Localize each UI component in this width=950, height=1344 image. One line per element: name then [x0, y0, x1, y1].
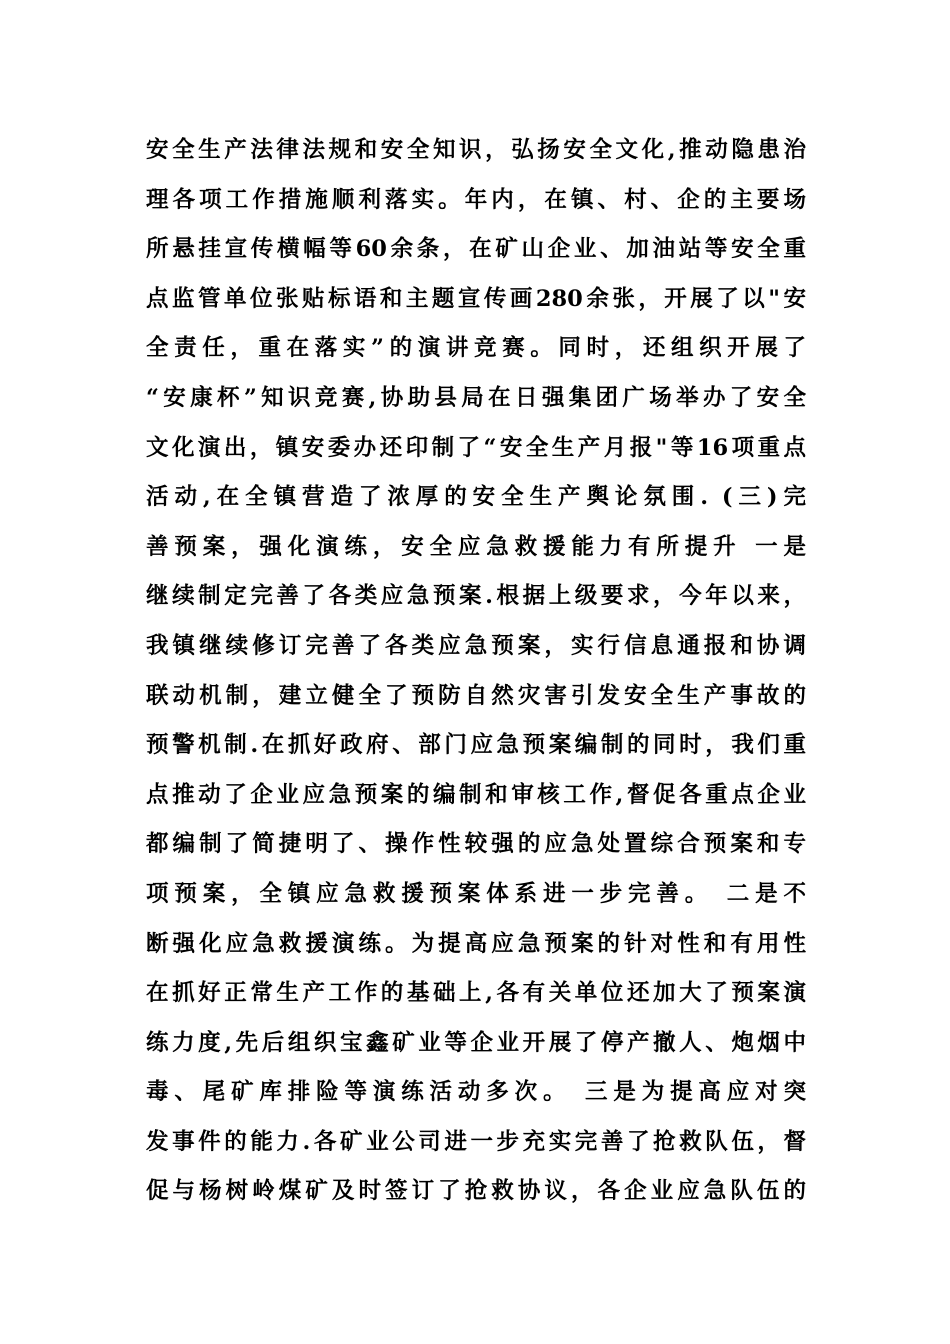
text-line: 理各项工作措施顺利落实。年内，在镇、村、企的主要场 — [146, 186, 806, 213]
text-line: 安全生产法律法规和安全知识，弘扬安全文化,推动隐患治 — [146, 137, 806, 163]
text-line: 联动机制，建立健全了预防自然灾害引发安全生产事故的 — [146, 682, 806, 709]
text-line: 促与杨树岭煤矿及时签订了抢救协议，各企业应急队伍的 — [146, 1178, 806, 1205]
text-line: 预警机制.在抓好政府、部门应急预案编制的同时，我们重 — [146, 732, 806, 759]
text-line: 在抓好正常生产工作的基础上,各有关单位还加大了预案演 — [146, 980, 806, 1007]
text-line: 我镇继续修订完善了各类应急预案，实行信息通报和协调 — [146, 632, 806, 659]
text-line: 点推动了企业应急预案的编制和审核工作,督促各重点企业 — [146, 781, 806, 808]
text-line: 善预案，强化演练，安全应急救援能力有所提升 一是 — [146, 533, 806, 560]
text-line: 练力度,先后组织宝鑫矿业等企业开展了停产撤人、炮烟中 — [146, 1029, 806, 1056]
body-text — [146, 126, 806, 1217]
text-line: 都编制了简捷明了、操作性较强的应急处置综合预案和专 — [146, 831, 806, 858]
text-line: 继续制定完善了各类应急预案.根据上级要求，今年以来， — [146, 583, 806, 610]
text-line: 毒、尾矿库排险等演练活动多次。 三是为提高应对突 — [146, 1079, 806, 1106]
text-line: 活动,在全镇营造了浓厚的安全生产舆论氛围. (三)完 — [146, 484, 806, 511]
text-line: “安康杯”知识竞赛,协助县局在日强集团广场举办了安全 — [146, 384, 806, 411]
text-line: 全责任，重在落实”的演讲竞赛。同时，还组织开展了 — [146, 335, 806, 362]
text-line: 文化演出，镇安委办还印制了“安全生产月报"等16项重点 — [146, 434, 806, 461]
text-line: 发事件的能力.各矿业公司进一步充实完善了抢救队伍，督 — [146, 1128, 806, 1155]
text-line: 项预案，全镇应急救援预案体系进一步完善。 二是不 — [146, 880, 806, 907]
text-line: 所悬挂宣传横幅等60余条，在矿山企业、加油站等安全重 — [146, 236, 806, 263]
text-line: 点监管单位张贴标语和主题宣传画280余张，开展了以"安 — [146, 285, 806, 312]
text-line: 断强化应急救援演练。为提高应急预案的针对性和有用性 — [146, 930, 806, 957]
